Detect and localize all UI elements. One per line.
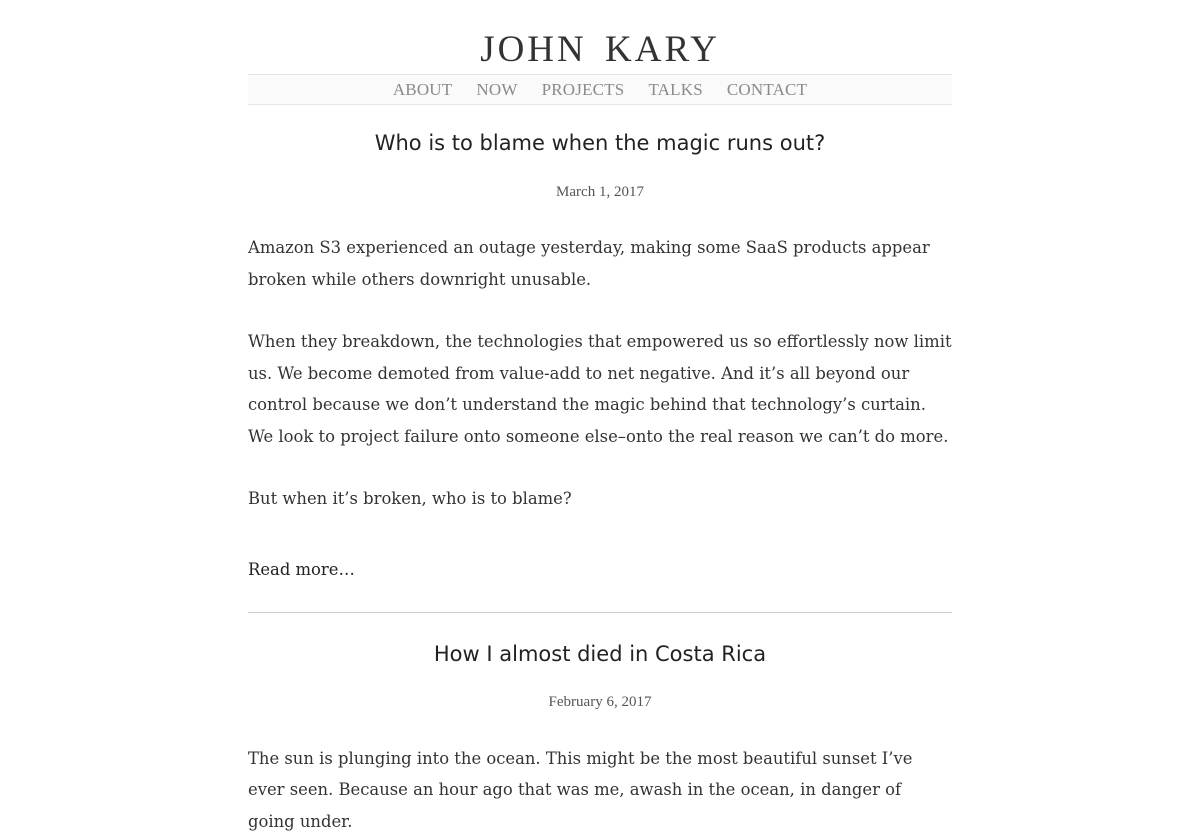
main-nav — [248, 74, 952, 105]
post-body — [248, 743, 952, 837]
post-article — [248, 640, 952, 837]
nav-item-projects[interactable]: PROJECTS — [542, 80, 625, 100]
read-more-link[interactable]: Read more… — [248, 559, 355, 581]
nav-item-now[interactable]: NOW — [476, 80, 517, 100]
nav-item-about[interactable]: ABOUT — [393, 80, 453, 100]
post-date: March 1, 2017 — [248, 183, 952, 201]
post-date: February 6, 2017 — [248, 693, 952, 711]
post-title[interactable]: How I almost died in Costa Rica — [248, 640, 952, 668]
nav-item-contact[interactable]: CONTACT — [727, 80, 807, 100]
post-title[interactable]: Who is to blame when the magic runs out? — [248, 129, 952, 157]
page-container — [248, 0, 952, 837]
post-paragraph: When they breakdown, the technologies that empowered us so effortlessly now limit us. We become demoted from value-add to net negative. And it’s all beyond our control because we don’t understand the magic behind that technology’s curtain. We look to project failure onto someone else–onto the real reason we can’t do more. — [248, 326, 952, 452]
nav-item-talks[interactable]: TALKS — [648, 80, 702, 100]
post-body — [248, 232, 952, 515]
site-title[interactable]: JOHN KARY — [248, 0, 952, 74]
post-paragraph: The sun is plunging into the ocean. This might be the most beautiful sunset I’ve ever seen. Because an hour ago that was me, awash in the ocean, in danger of going under. — [248, 743, 952, 837]
post-paragraph: But when it’s broken, who is to blame? — [248, 483, 952, 515]
post-article — [248, 129, 952, 613]
post-paragraph: Amazon S3 experienced an outage yesterday, making some SaaS products appear broken while others downright unusable. — [248, 232, 952, 295]
